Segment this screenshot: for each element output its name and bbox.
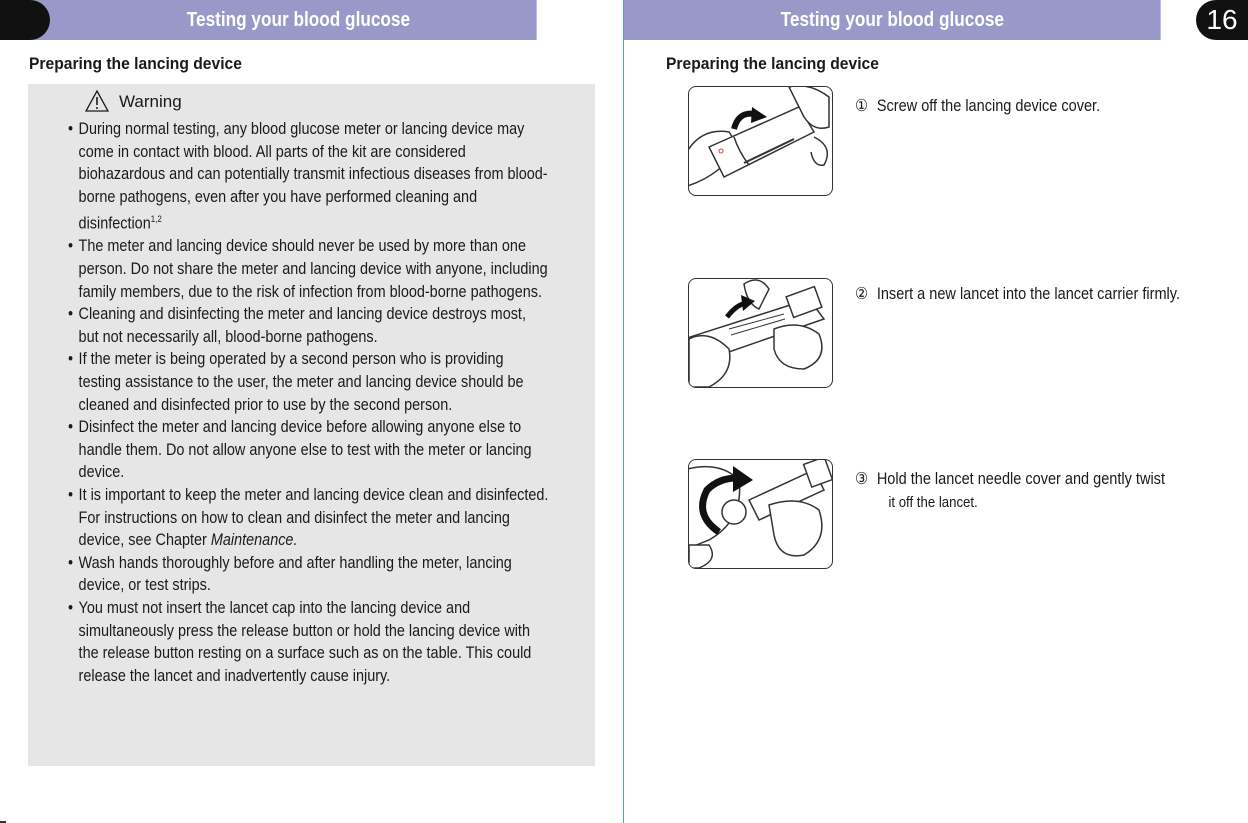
bullet-text: The meter and lancing device should never be used by more than one person. Do not share the meter and lancing device with anyone, including family members, due to the risk of infection from blood-borne pathogens.	[78, 237, 548, 301]
right-header-bar	[624, 0, 1161, 40]
step3-label: Hold the lancet needle cover and gently twist	[876, 470, 1165, 488]
warning-bullet	[68, 235, 549, 303]
left-page-tab	[0, 0, 50, 40]
right-section-heading: Preparing the lancing device	[666, 54, 879, 73]
step3-text	[855, 468, 1165, 514]
page-divider	[623, 0, 624, 823]
step2-text	[855, 283, 1180, 306]
right-header-title: Testing your blood glucose	[780, 8, 1004, 31]
bullet-text: Cleaning and disinfecting the meter and lancing device destroys most, but not necessarily all, blood-borne pathogens.	[78, 305, 526, 346]
warning-bullet	[68, 118, 549, 235]
warning-bullet	[68, 484, 549, 552]
insert-lancet-illustration	[689, 279, 832, 387]
step2-illustration	[688, 278, 833, 388]
step1-number: ①	[855, 97, 869, 115]
warning-triangle-icon	[85, 90, 109, 112]
left-header-title: Testing your blood glucose	[186, 8, 411, 31]
left-header-bar	[0, 0, 537, 40]
step3-illustration	[688, 459, 833, 569]
step2-number: ②	[855, 285, 869, 303]
bullet-text: It is important to keep the meter and lancing device clean and disinfected. For instructions on how to clean and disinfect the meter and lancing device, see Chapter	[78, 485, 549, 550]
step1-illustration	[688, 86, 833, 196]
step2-label: Insert a new lancet into the lancet carrier firmly.	[876, 285, 1180, 303]
chapter-name: Maintenance.	[210, 531, 298, 550]
warning-title-row	[85, 90, 182, 112]
warning-bullet	[68, 552, 549, 597]
footnote-ref: 1,2	[150, 214, 162, 225]
step3-label-continued: it off the lancet.	[888, 494, 978, 511]
left-section-heading: Preparing the lancing device	[29, 54, 242, 73]
warning-bullet	[68, 597, 549, 687]
bullet-text: You must not insert the lancet cap into the lancing device and simultaneously press the release button or hold the lancing device with the release button resting on a surface such as on the table. This could release the lancet and inadvertently cause injury.	[78, 598, 532, 685]
bullet-text: If the meter is being operated by a second person who is providing testing assistance to the user, the meter and lancing device should be cleaned and disinfected prior to use by the second person.	[78, 350, 524, 414]
step1-text	[855, 95, 1100, 118]
page-number-badge: 16	[1196, 0, 1248, 40]
twist-needle-cover-illustration	[689, 460, 832, 568]
bullet-text: Disinfect the meter and lancing device before allowing anyone else to handle them. Do not allow anyone else to test with the meter or lancing device.	[78, 418, 532, 482]
warning-bullet-list	[68, 118, 549, 687]
warning-bullet	[68, 303, 549, 348]
warning-title: Warning	[119, 92, 182, 111]
bullet-text: During normal testing, any blood glucose meter or lancing device may come in contact with blood. All parts of the kit are considered biohazardous and can potentially transmit infectious diseases from blood-borne pathogens, even after you have performed cleaning and disinfection	[78, 120, 548, 233]
step3-number: ③	[855, 470, 869, 488]
screw-off-cover-illustration	[689, 87, 832, 195]
warning-bullet	[68, 416, 549, 484]
warning-bullet	[68, 348, 549, 416]
bullet-text: Wash hands thoroughly before and after handling the meter, lancing device, or test strips.	[78, 553, 512, 595]
step1-label: Screw off the lancing device cover.	[876, 97, 1101, 115]
